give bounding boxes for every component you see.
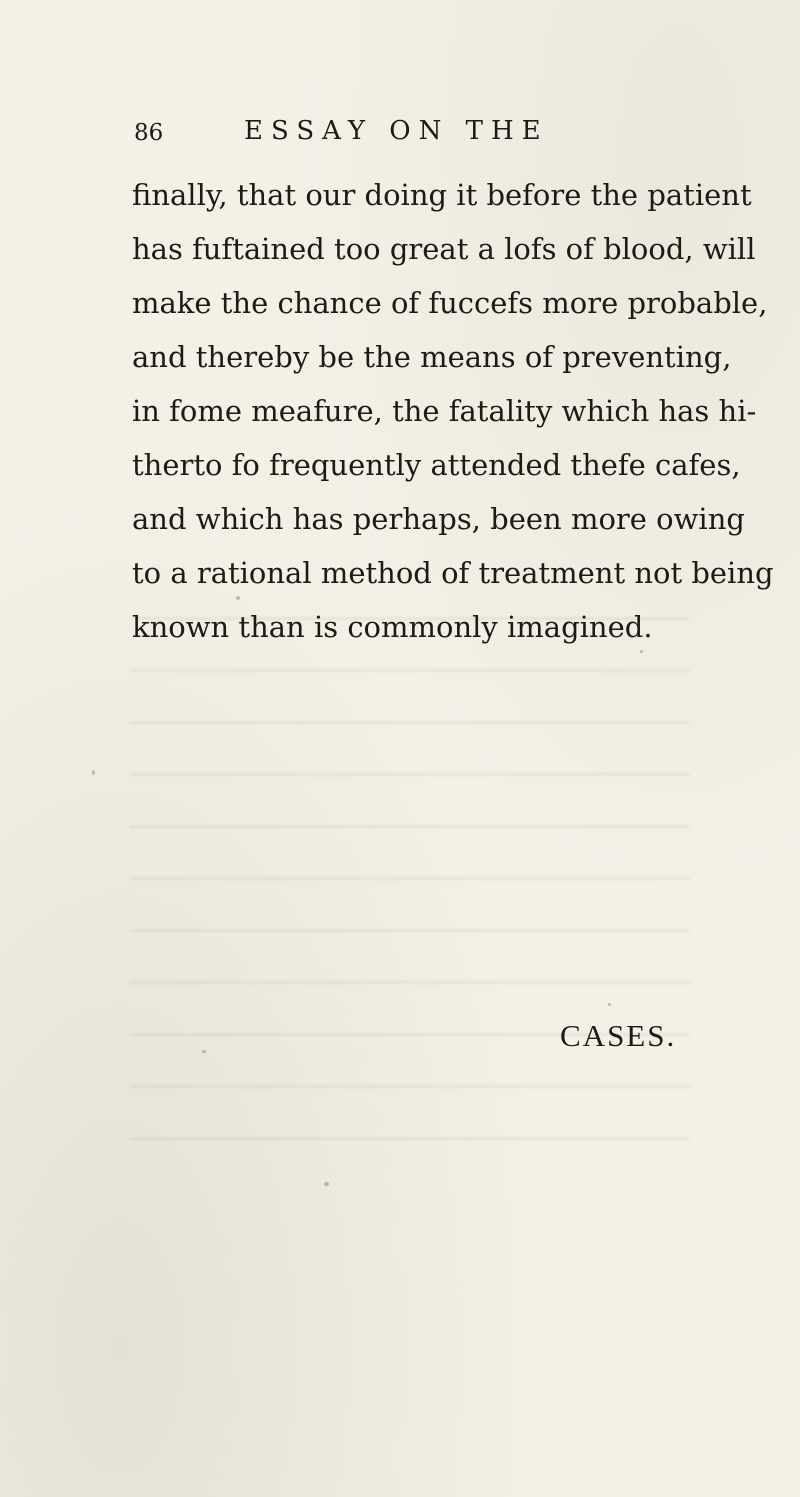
paper-speck [324,1182,329,1186]
paper-speck [608,1003,611,1006]
text-line: make the chance of fuccefs more probable, [132,286,768,320]
text-line: has fuftained too great a lofs of blood, will [132,232,756,266]
show-through-texture [130,580,690,1140]
catchword: CASES. [560,1018,677,1053]
paper-speck [202,1050,206,1053]
paper-speck [92,770,95,775]
page-header [134,116,654,156]
text-line: finally, that our doing it before the patient [132,178,752,212]
text-line: to a rational method of treatment not being [132,556,774,590]
paper-speck [236,596,240,600]
body-paragraph [132,168,774,654]
running-head: ESSAY ON THE [244,116,549,146]
text-line: therto fo frequently attended thefe cafes, [132,448,741,482]
text-line: and thereby be the means of preventing, [132,340,732,374]
page-number: 86 [134,120,164,146]
text-line: and which has perhaps, been more owing [132,502,745,536]
text-line: in fome meafure, the fatality which has hi- [132,394,757,428]
text-line: known than is commonly imagined. [132,610,653,644]
paper-speck [640,650,643,653]
